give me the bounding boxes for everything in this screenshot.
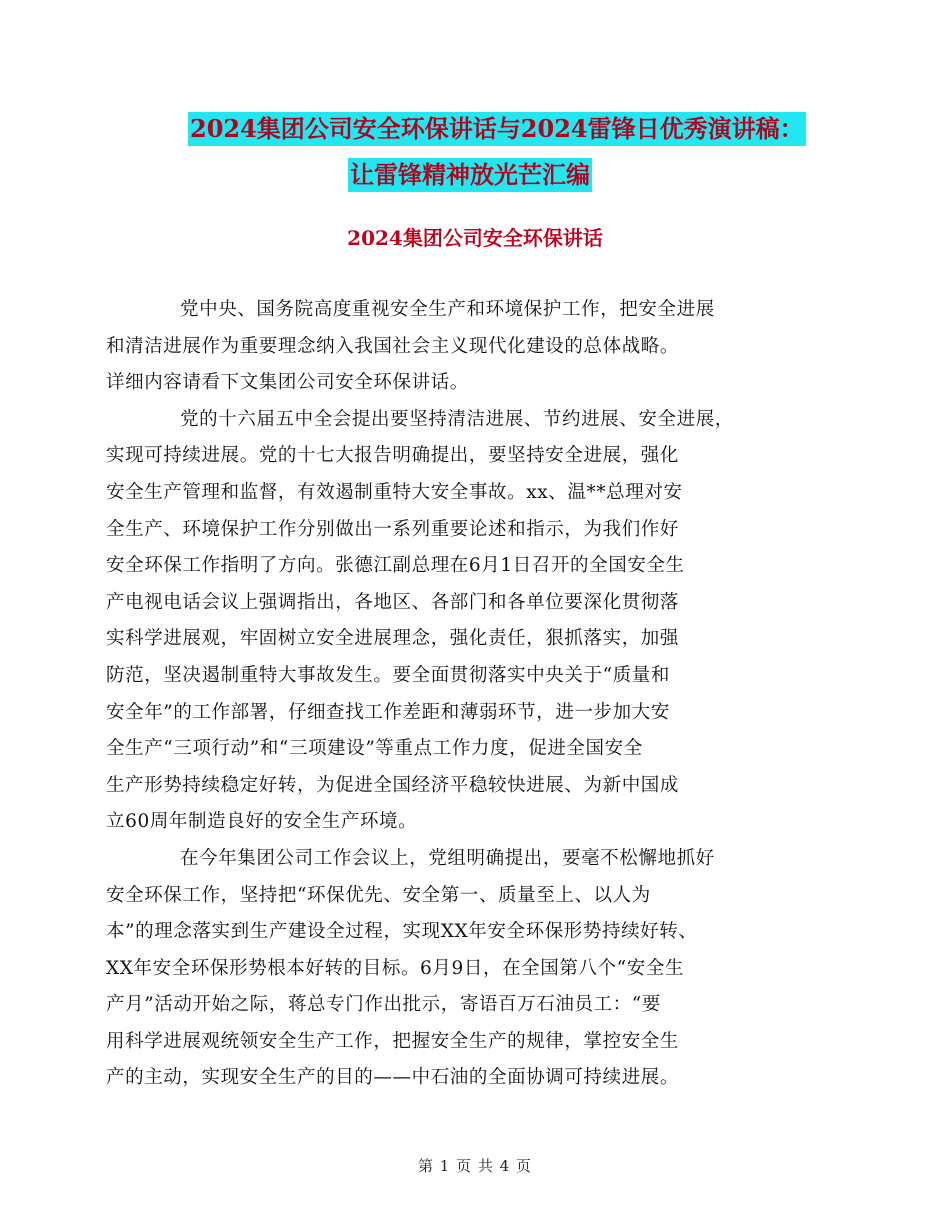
text-line: 用科学进展观统领安全生产工作，把握安全生产的规律，掌控安全生 (106, 1030, 680, 1052)
text-line: 生产形势持续稳定好转，为促进全国经济平稳较快进展、为新中国成 (106, 774, 680, 796)
title-line-1: 2024集团公司安全环保讲话与2024雷锋日优秀演讲稿： (188, 112, 806, 146)
text-line: 党中央、国务院高度重视安全生产和环境保护工作，把安全进展 (180, 299, 715, 320)
text-line: 实科学进展观，牢固树立安全进展理念，强化责任，狠抓落实，加强 (106, 628, 680, 650)
paragraph-3 (106, 841, 823, 1097)
paragraph-1 (106, 292, 823, 402)
paragraph-2 (106, 402, 823, 841)
text-line: 详细内容请看下文集团公司安全环保讲话。 (106, 372, 469, 394)
text-line: 立60周年制造良好的安全生产环境。 (106, 811, 418, 833)
text-line: 产电视电话会议上强调指出，各地区、各部门和各单位要深化贯彻落 (106, 591, 680, 613)
text-line: 产的主动，实现安全生产的目的——中石油的全面协调可持续进展。 (106, 1067, 680, 1089)
text-line: 安全年”的工作部署，仔细查找工作差距和薄弱环节，进一步加大安 (106, 701, 670, 723)
text-line: 安全环保工作，坚持把“环保优先、安全第一、质量至上、以人为 (106, 884, 651, 906)
text-line: 和清洁进展作为重要理念纳入我国社会主义现代化建设的总体战略。 (106, 335, 680, 357)
text-line: 产月”活动开始之际，蒋总专门作出批示，寄语百万石油员工：“要 (106, 994, 661, 1016)
text-line: 安全环保工作指明了方向。张德江副总理在6月1日召开的全国安全生 (106, 555, 685, 577)
section-heading: 2024集团公司安全环保讲话 (347, 226, 603, 250)
text-line: XX年安全环保形势根本好转的目标。6月9日，在全国第八个“安全生 (106, 957, 685, 979)
document-title (0, 112, 950, 200)
text-line: 党的十六届五中全会提出要坚持清洁进展、节约进展、安全进展， (180, 408, 734, 430)
text-line: 在今年集团公司工作会议上，党组明确提出，要毫不松懈地抓好 (180, 847, 715, 869)
text-line: 实现可持续进展。党的十七大报告明确提出，要坚持安全进展，强化 (106, 445, 680, 467)
document-body (106, 292, 823, 1097)
text-line: 本”的理念落实到生产建设全过程，实现XX年安全环保形势持续好转、 (106, 921, 698, 943)
text-line: 防范，坚决遏制重特大事故发生。要全面贯彻落实中央关于“质量和 (106, 664, 670, 686)
text-line: 全生产、环境保护工作分别做出一系列重要论述和指示，为我们作好 (106, 518, 680, 540)
page-footer: 第 1 页 共 4 页 (418, 1157, 532, 1175)
text-line: 全生产“三项行动”和“三项建设”等重点工作力度，促进全国安全 (106, 738, 643, 760)
text-line: 安全生产管理和监督，有效遏制重特大安全事故。xx、温**总理对安 (106, 481, 683, 503)
title-line-2: 让雷锋精神放光芒汇编 (348, 158, 592, 192)
